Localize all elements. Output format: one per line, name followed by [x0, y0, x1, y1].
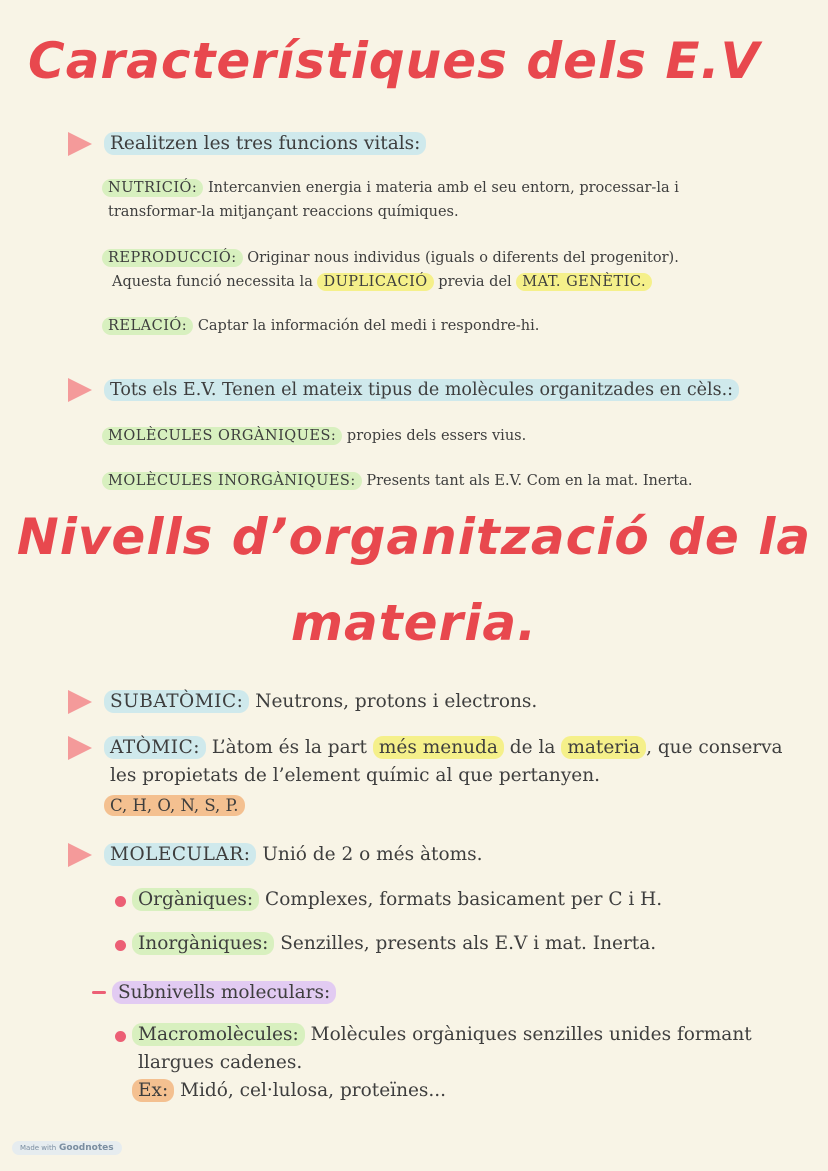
relacio-text: Captar la información del medi i respondre-hi. — [197, 318, 540, 334]
atomic-text-b: de la — [509, 737, 556, 758]
molecular-label: MOLECULAR: — [104, 843, 256, 866]
nutricio-label: NUTRICIÓ: — [102, 179, 203, 197]
atomic-text-c: , que conserva — [646, 737, 783, 758]
subnivells-item — [112, 979, 336, 1007]
subnivells-label: Subnivells moleculars: — [112, 981, 336, 1004]
macro-label: Macromolècules: — [132, 1023, 305, 1046]
relacio-label: RELACIÓ: — [102, 317, 193, 335]
elements-item — [104, 793, 245, 819]
goodnotes-badge — [12, 1141, 122, 1155]
molecular-item — [104, 841, 483, 869]
dash-icon — [92, 991, 106, 994]
duplicacio-highlight: DUPLICACIÓ — [317, 273, 433, 291]
arrow-icon — [68, 378, 92, 402]
relacio-item — [102, 314, 782, 338]
molecular-text: Unió de 2 o més àtoms. — [262, 844, 483, 865]
arrow-icon — [68, 132, 92, 156]
arrow-icon — [68, 690, 92, 714]
macro-text-2: llargues cadenes. — [138, 1052, 303, 1073]
subatomic-item — [104, 688, 537, 716]
subatomic-label: SUBATÒMIC: — [104, 690, 249, 713]
inorganiques-level-label: Inorgàniques: — [132, 932, 274, 955]
made-with-label: Made with — [20, 1144, 57, 1152]
macro-text: Molècules orgàniques senzilles unides formant — [310, 1024, 752, 1045]
organiques-label: MOLÈCULES ORGÀNIQUES: — [102, 427, 342, 445]
reproduccio-text-2b: previa del — [438, 274, 512, 290]
reproduccio-label: REPRODUCCIÓ: — [102, 249, 243, 267]
bullet-icon — [115, 1031, 126, 1042]
reproduccio-item — [102, 246, 802, 294]
atomic-text-2: les propietats de l’element químic al que pertanyen. — [110, 765, 601, 786]
goodnotes-brand: Goodnotes — [59, 1143, 114, 1153]
ex-text: Midó, cel·lulosa, proteïnes... — [180, 1080, 447, 1101]
mat-genetic-highlight: MAT. GENÈTIC. — [516, 273, 652, 291]
nutricio-item — [102, 176, 782, 224]
organiques-level-text: Complexes, formats basicament per C i H. — [265, 889, 663, 910]
reproduccio-text: Originar nous individus (iguals o diferents del progenitor). — [247, 250, 679, 266]
section-heading — [104, 130, 426, 158]
bullet-icon — [115, 896, 126, 907]
arrow-icon — [68, 736, 92, 760]
organiques-level-label: Orgàniques: — [132, 888, 259, 911]
mes-menuda-highlight: més menuda — [373, 736, 504, 759]
atomic-label: ATÒMIC: — [104, 736, 206, 759]
nutricio-text: Intercanvien energia i materia amb el seu entorn, processar-la i — [207, 180, 679, 196]
organiques-level — [132, 886, 662, 914]
section-title: Nivells d’organització de la — [16, 508, 812, 566]
inorganiques-level-text: Senzilles, presents als E.V i mat. Inerta. — [280, 933, 657, 954]
subatomic-text: Neutrons, protons i electrons. — [255, 691, 538, 712]
atomic-item — [104, 734, 819, 790]
organiques-item — [102, 424, 526, 448]
section-title-line2: materia. — [290, 594, 538, 652]
inorganiques-item — [102, 469, 692, 493]
ex-label: Ex: — [132, 1079, 174, 1102]
elements-highlight: C, H, O, N, S, P. — [104, 795, 245, 816]
reproduccio-text-2a: Aquesta funció necessita la — [112, 274, 313, 290]
bullet-icon — [115, 940, 126, 951]
heading-text: Realitzen les tres funcions vitals: — [104, 132, 426, 155]
organiques-text: propies dels essers vius. — [346, 428, 527, 444]
materia-highlight: materia — [561, 736, 646, 759]
arrow-icon — [68, 843, 92, 867]
page-title: Característiques dels E.V — [28, 32, 761, 90]
inorganiques-level — [132, 930, 656, 958]
atomic-text-a: L’àtom és la part — [211, 737, 367, 758]
inorganiques-label: MOLÈCULES INORGÀNIQUES: — [102, 472, 362, 490]
nutricio-text-2: transformar-la mitjançant reaccions químiques. — [108, 204, 459, 220]
heading-text: Tots els E.V. Tenen el mateix tipus de molècules organitzades en cèls.: — [104, 379, 739, 401]
section-heading — [104, 376, 819, 404]
macro-item — [132, 1021, 812, 1105]
inorganiques-text: Presents tant als E.V. Com en la mat. Inerta. — [366, 473, 693, 489]
